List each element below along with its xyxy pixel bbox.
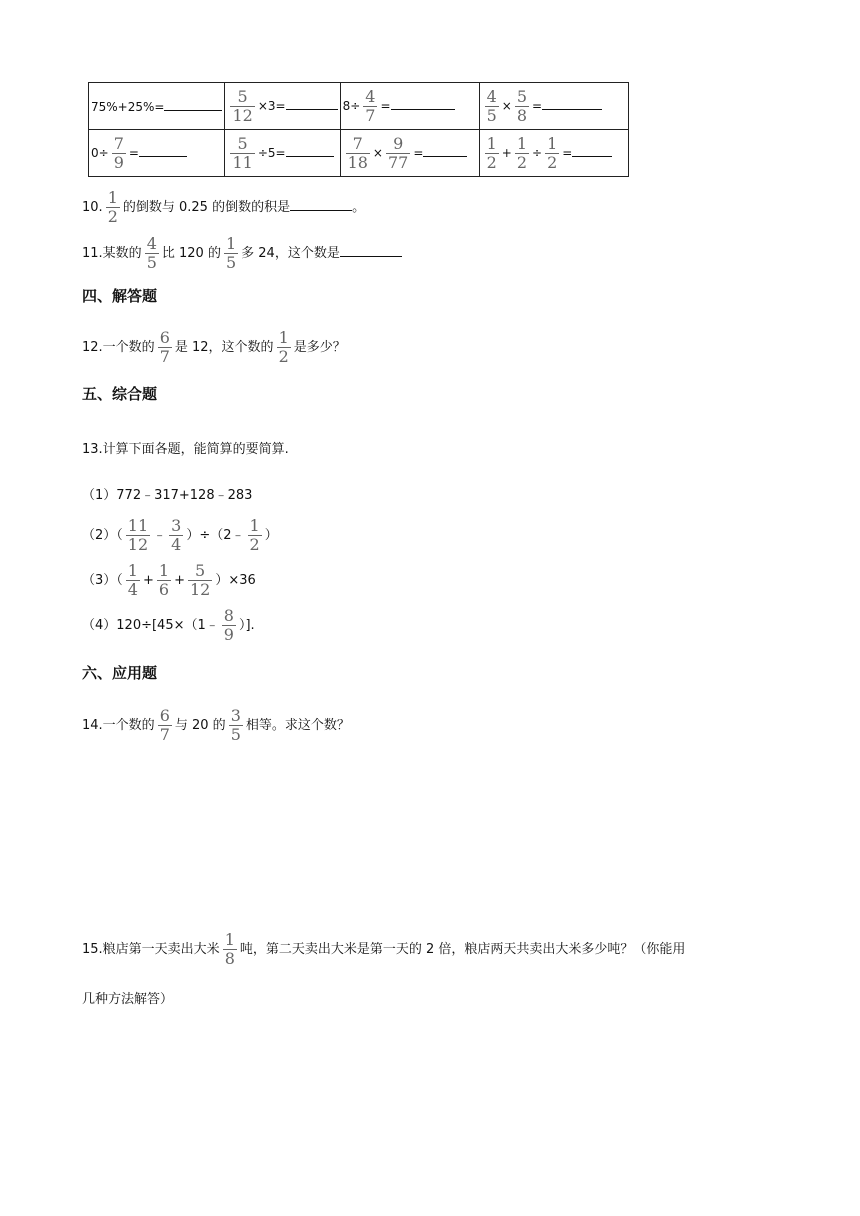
question-13-part-1: （1）772﹣317+128﹣283 <box>82 488 253 503</box>
fraction: $\frac{8}{9}$ <box>223 606 234 644</box>
fraction: $\frac{6}{7}$ <box>159 328 170 366</box>
table-cell <box>225 83 340 130</box>
expr-text: 75%+25%= <box>91 100 165 114</box>
table-cell <box>89 83 225 130</box>
fraction: $\frac{1}{2}$ <box>486 133 497 172</box>
fraction: $\frac{1}{4}$ <box>127 561 138 599</box>
answer-blank[interactable] <box>423 144 467 157</box>
expr-text: ÷5= <box>257 145 286 160</box>
table-cell: $\frac{7}{18}$ × $\frac{9}{77}$ = <box>340 130 479 177</box>
table-cell <box>225 130 340 177</box>
calc-table <box>88 82 629 177</box>
fraction: $\frac{1}{2}$ <box>547 133 558 172</box>
fraction: $\frac{11}{12}$ <box>127 516 149 554</box>
section-heading-4: 四、解答题 <box>82 287 158 305</box>
fraction: $\frac{6}{7}$ <box>159 706 170 744</box>
table-row <box>89 130 629 177</box>
expr-text: ×3= <box>257 98 286 113</box>
expr-text: = <box>413 145 424 160</box>
expr-text: = <box>380 98 391 113</box>
answer-blank[interactable] <box>286 144 334 157</box>
answer-blank[interactable] <box>542 97 602 110</box>
question-15: 15.粮店第一天卖出大米 $\frac{1}{8}$ 吨，第二天卖出大米是第一天的 2 倍，粮店两天共卖出大米多少吨？（你能用 <box>82 930 686 968</box>
fraction: $\frac{4}{5}$ <box>486 86 497 125</box>
table-cell: $\frac{1}{2}$ + $\frac{1}{2}$ ÷ $\frac{1}{2}$ = <box>479 130 628 177</box>
expr-text: = <box>562 145 573 160</box>
expr-text: 8÷ <box>342 98 361 113</box>
answer-blank[interactable] <box>286 97 338 110</box>
fraction: $\frac{1}{8}$ <box>224 930 235 968</box>
fraction: $\frac{1}{6}$ <box>158 561 170 599</box>
question-14: 14.一个数的 $\frac{6}{7}$ 与 20 的 $\frac{3}{5}$ 相等。求这个数？ <box>82 706 350 744</box>
table-row <box>89 83 629 130</box>
fraction: $\frac{7}{18}$ <box>347 133 368 172</box>
fraction: $\frac{3}{5}$ <box>230 706 241 744</box>
answer-blank[interactable] <box>572 144 612 157</box>
answer-blank[interactable] <box>139 144 187 157</box>
table-cell <box>340 83 479 130</box>
fraction: $\frac{9}{77}$ <box>387 133 409 172</box>
question-13-title: 13.计算下面各题，能简算的要简算. <box>82 442 289 457</box>
fraction: $\frac{5}{8}$ <box>516 86 527 125</box>
question-13-part-4: （4）120÷[45×（1﹣ $\frac{8}{9}$ ）]. <box>82 606 255 644</box>
expr-text: = <box>128 145 139 160</box>
fraction: $\frac{3}{4}$ <box>171 516 182 554</box>
answer-blank[interactable] <box>340 244 402 257</box>
answer-blank[interactable] <box>290 198 352 211</box>
question-13-part-3: （3）（ $\frac{1}{4}$ + $\frac{1}{6}$ + $\frac{5}{12}$ ）×36 <box>82 561 256 599</box>
section-heading-5: 五、综合题 <box>82 385 158 403</box>
question-13-part-2: （2）（ $\frac{11}{12}$ ﹣ $\frac{3}{4}$ ）÷（2﹣ $\frac{1}{2}$ ） <box>82 516 278 554</box>
fraction: $\frac{7}{9}$ <box>113 133 124 172</box>
fraction: $\frac{1}{2}$ <box>107 188 118 226</box>
fraction: $\frac{5}{12}$ <box>189 561 211 599</box>
fraction: $\frac{1}{2}$ <box>249 516 260 554</box>
question-10: 10. $\frac{1}{2}$ 的倒数与 0.25 的倒数的积是 。 <box>82 188 366 226</box>
fraction: $\frac{1}{2}$ <box>516 133 527 172</box>
expr-text: = <box>532 98 543 113</box>
fraction: $\frac{1}{2}$ <box>278 328 289 366</box>
fraction: $\frac{1}{5}$ <box>225 234 237 272</box>
table-cell: $\frac{4}{5}$ × $\frac{5}{8}$ = <box>479 83 628 130</box>
answer-blank[interactable] <box>391 97 455 110</box>
fraction: $\frac{5}{11}$ <box>232 133 253 172</box>
fraction: $\frac{4}{5}$ <box>146 234 157 272</box>
fraction: $\frac{5}{12}$ <box>232 86 253 125</box>
fraction: $\frac{4}{7}$ <box>365 86 376 125</box>
table-cell <box>89 130 225 177</box>
section-heading-6: 六、应用题 <box>82 664 158 682</box>
question-15-line-2: 几种方法解答） <box>82 992 174 1007</box>
expr-text: 0÷ <box>91 145 109 160</box>
answer-blank[interactable] <box>164 98 222 111</box>
question-12: 12.一个数的 $\frac{6}{7}$ 是 12，这个数的 $\frac{1}{2}$ 是多少？ <box>82 328 346 366</box>
question-11: 11.某数的 $\frac{4}{5}$ 比 120 的 $\frac{1}{5}$ 多 24，这个数是 <box>82 236 402 271</box>
